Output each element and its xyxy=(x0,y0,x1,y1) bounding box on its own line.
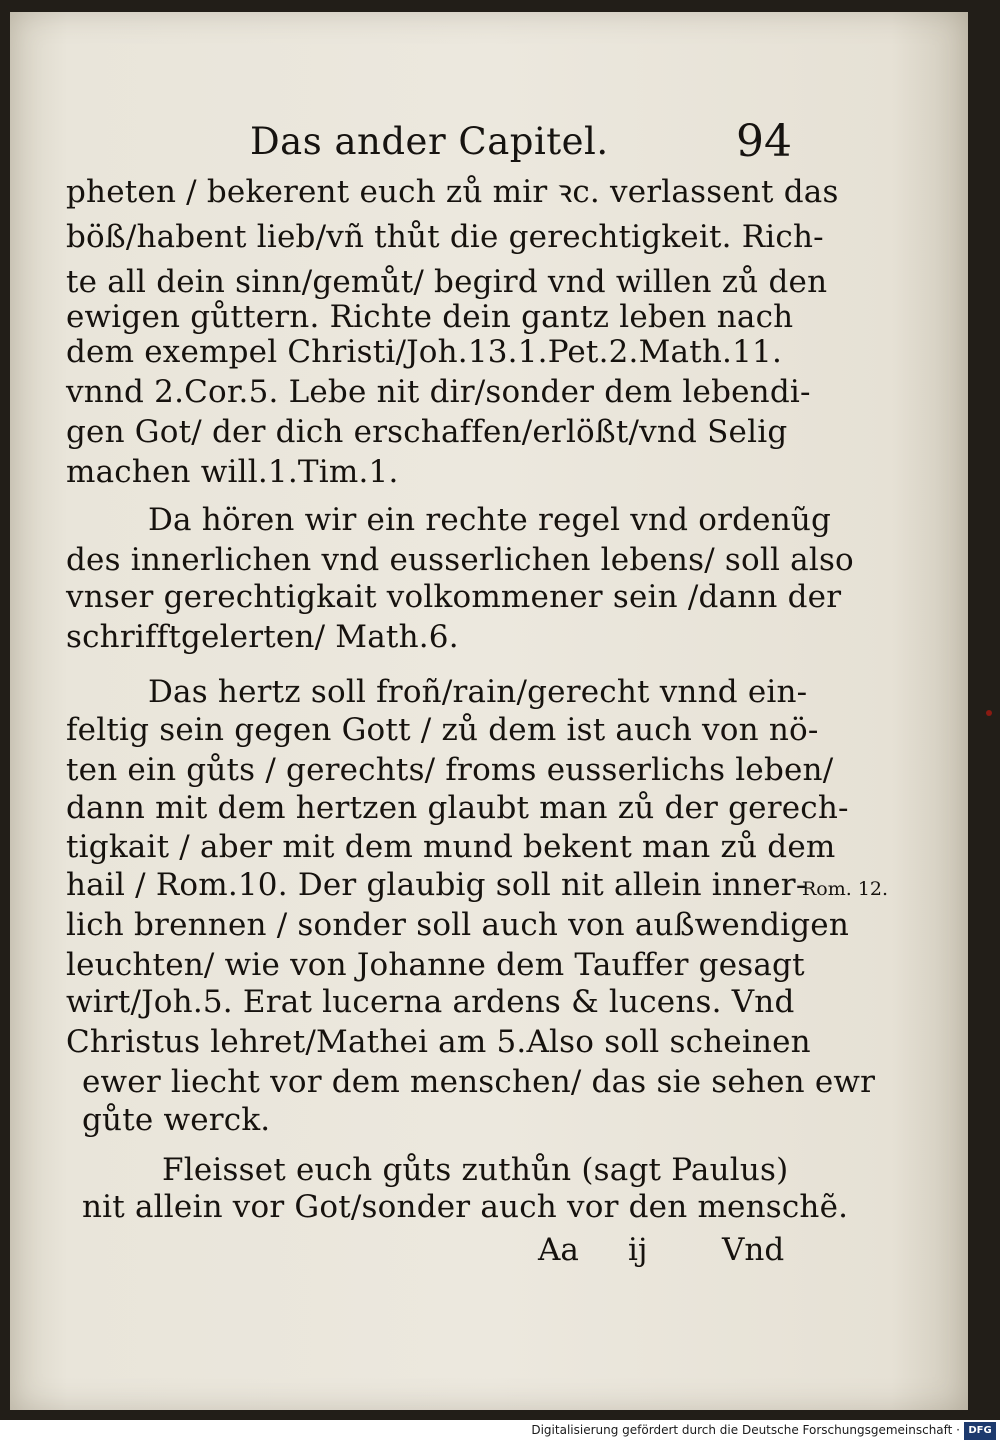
text-line: hail / Rom.10. Der glaubig soll nit allein inner- xyxy=(66,867,807,903)
catchword: Vnd xyxy=(722,1232,785,1268)
signature-mark: Aa xyxy=(538,1232,579,1268)
text-line: machen will.1.Tim.1. xyxy=(66,454,399,490)
red-marker xyxy=(986,710,992,716)
text-line: tigkait / aber mit dem mund bekent man zů dem xyxy=(66,829,836,865)
text-line: te all dein sinn/gemůt/ begird vnd willen zů den xyxy=(66,264,828,300)
text-line: ten ein gůts / gerechts/ froms eusserlichs leben/ xyxy=(66,752,834,788)
text-line: gůte werck. xyxy=(82,1102,271,1138)
text-line: gen Got/ der dich erschaffen/erlößt/vnd Selig xyxy=(66,414,788,450)
text-line: pheten / bekerent euch zů mir ꝛc. verlassent das xyxy=(66,174,839,210)
text-line: des innerlichen vnd eusserlichen lebens/ soll also xyxy=(66,542,854,578)
text-line: ewer liecht vor dem menschen/ das sie sehen ewr xyxy=(82,1064,876,1100)
text-line: Das hertz soll froñ/rain/gerecht vnnd ein- xyxy=(148,674,808,710)
text-line: ewigen gůttern. Richte dein gantz leben nach xyxy=(66,299,794,335)
text-line: dann mit dem hertzen glaubt man zů der gerech- xyxy=(66,790,849,826)
text-line: dem exempel Christi/Joh.13.1.Pet.2.Math.11. xyxy=(66,334,782,370)
margin-note: Rom. 12. xyxy=(802,878,889,900)
footer-credit: Digitalisierung gefördert durch die Deutsche Forschungsgemeinschaft · xyxy=(531,1423,960,1437)
text-line: lich brennen / sonder soll auch von außwendigen xyxy=(66,907,850,943)
text-line: vnnd 2.Cor.5. Lebe nit dir/sonder dem lebendi- xyxy=(66,374,811,410)
footer-bar xyxy=(0,1420,1000,1444)
text-line: wirt/Joh.5. Erat lucerna ardens & lucens. Vnd xyxy=(66,984,795,1020)
book-page xyxy=(10,12,968,1410)
text-line: vnser gerechtigkait volkommener sein /dann der xyxy=(66,579,842,615)
text-line: feltig sein gegen Gott / zů dem ist auch von nö- xyxy=(66,712,819,748)
page-number: 94 xyxy=(736,116,792,167)
text-line: nit allein vor Got/sonder auch vor den menschẽ. xyxy=(82,1189,849,1225)
dfg-logo: DFG xyxy=(964,1422,996,1440)
signature-number: ij xyxy=(628,1232,648,1268)
text-line: böß/habent lieb/vñ thůt die gerechtigkeit. Rich- xyxy=(66,219,824,255)
text-line: leuchten/ wie von Johanne dem Tauffer gesagt xyxy=(66,947,805,983)
text-line: Fleisset euch gůts zuthůn (sagt Paulus) xyxy=(162,1152,789,1188)
text-line: Da hören wir ein rechte regel vnd ordenũg xyxy=(148,502,832,538)
text-line: schrifftgelerten/ Math.6. xyxy=(66,619,459,655)
text-line: Christus lehret/Mathei am 5.Also soll scheinen xyxy=(66,1024,811,1060)
running-head: Das ander Capitel. xyxy=(250,120,609,163)
